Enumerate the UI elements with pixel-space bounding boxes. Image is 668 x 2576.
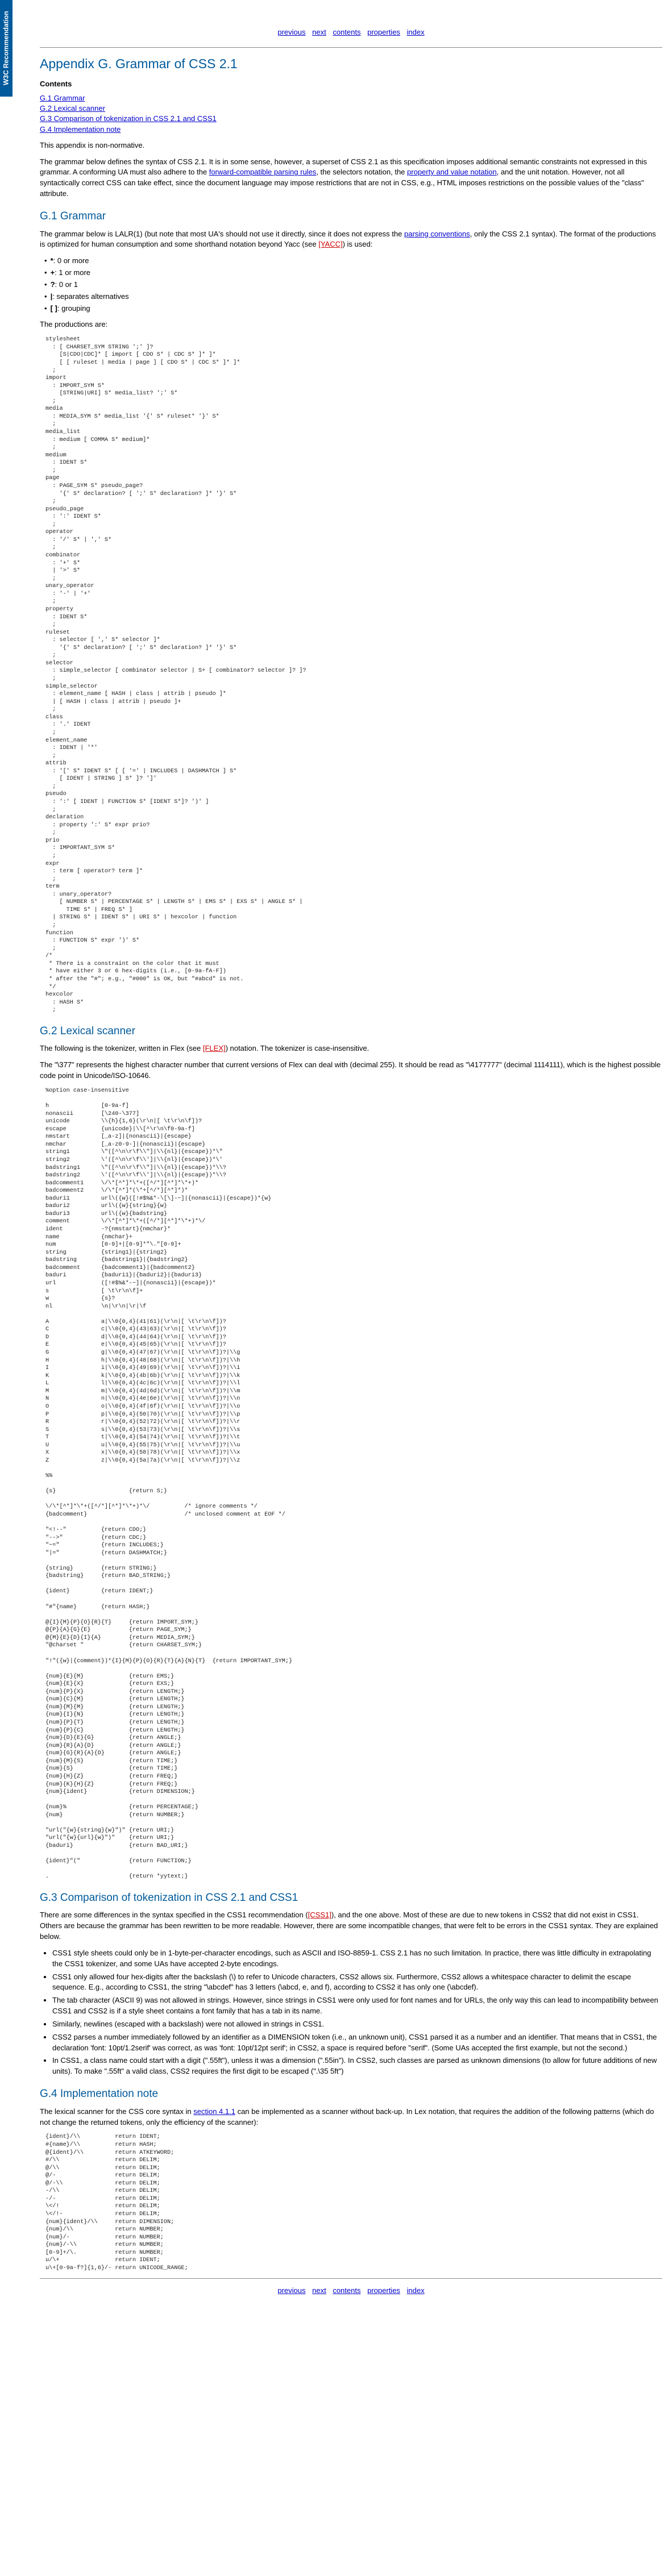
nonnormative-note: This appendix is non-normative. (40, 140, 145, 149)
list-item: • The tab character (ASCII 9) was not allowed in strings. However, since strings in CSS1 were only used for font names and for URLs, the only way this can lead to incompatibility between CSS1 and CSS2 is if a style sheet contains a font family that has a tab in its name. (52, 1995, 662, 2017)
comparison-text-2: ), and the one above. Most of these are due to new tokens in CSS2 that did not exist in CSS1. Others are because the grammar has been rewritten to be more readable. However, there are some incompatible changes, that were felt to be errors in the CSS1 syntax. They are explained below. (40, 1911, 658, 1941)
notation-symbol: * (50, 256, 53, 265)
nav-contents-link[interactable]: contents (333, 28, 361, 36)
notation-item (52, 280, 662, 290)
lexer-text-1: The following is the tokenizer, written in Flex (see (40, 1044, 203, 1053)
comparison-text-1: There are some differences in the syntax specified in the CSS1 recommendation ( (40, 1911, 308, 1920)
grammar-text-2: , only the CSS 2.1 syntax). The format of the productions is optimized for human consumption and some shorthand notation beyond Yacc (see (40, 229, 656, 249)
w3c-recommendation-badge[interactable] (0, 0, 13, 97)
flex-ref-link[interactable]: [FLEX] (202, 1044, 226, 1053)
implementation-intro (40, 2107, 662, 2128)
notation-list (40, 256, 662, 314)
grammar-heading: G.1 Grammar (40, 210, 106, 222)
top-navigation (40, 27, 662, 38)
nav-properties-link[interactable]: properties (367, 2286, 400, 2295)
impl-text-2: can be implemented as a scanner without back-up. In Lex notation, that requires the addition of the following patterns (which do not change the returned tokens, only the efficiency of the scanner): (40, 2107, 654, 2126)
grammar-text-3: ) is used: (342, 240, 373, 249)
list-item: • CSS2 parses a number immediately followed by an identifier as a DIMENSION token (i.e., an unknown unit), CSS1 parsed it as a number and an identifier. That means that in CSS1, the declaration 'font: 10pt/1.2serif' was correct, as was 'font: 10pt/12pt serif'; in CSS2, a space is required before "serif". (Some UAs accepted the first example, but not the second.) (52, 2032, 662, 2054)
comparison-intro (40, 1910, 662, 1942)
nav-next-link[interactable]: next (312, 2286, 326, 2295)
productions-intro: The productions are: (40, 320, 108, 329)
nav-previous-link[interactable]: previous (277, 28, 306, 36)
bottom-divider (40, 2278, 662, 2279)
comparison-heading: G.3 Comparison of tokenization in CSS 2.1 and CSS1 (40, 1891, 298, 1904)
nav-index-link[interactable]: index (406, 2286, 425, 2295)
grammar-text-1: The grammar below is LALR(1) (but note that most UA's should not use it directly, since it does not express the (40, 229, 404, 238)
toc-link-comparison[interactable]: G.3 Comparison of tokenization in CSS 2.1 and CSS1 (40, 114, 217, 123)
intro-text-1: The grammar below defines the syntax of CSS 2.1. It is in some sense, however, a superset of CSS 2.1 as this specification imposes additional semantic constraints not expressed in this grammar. A conforming UA must also adhere to the (40, 157, 647, 177)
notation-desc: : separates alternatives (52, 292, 129, 301)
lexer-intro (40, 1043, 662, 1054)
nav-next-link[interactable]: next (312, 28, 326, 36)
nav-previous-link[interactable]: previous (277, 2286, 306, 2295)
section-4-1-1-link[interactable]: section 4.1.1 (193, 2107, 235, 2116)
notation-desc: : 0 or more (53, 256, 89, 265)
parsing-conventions-link[interactable]: parsing conventions (404, 229, 470, 238)
list-item: • Similarly, newlines (escaped with a backslash) were not allowed in strings in CSS1. (52, 2019, 662, 2030)
notation-item (52, 292, 662, 302)
property-value-notation-link[interactable]: property and value notation (407, 168, 497, 177)
notation-symbol: | (50, 292, 53, 301)
notation-desc: : 1 or more (55, 268, 91, 277)
list-item: • CSS1 only allowed four hex-digits after the backslash (\) to refer to Unicode characters, CSS2 allows six. Furthermore, CSS2 allows a whitespace character to delimit the escape sequence. E.g., according to CSS1, the string "\abcdef" has 3 letters (\abcd, e, and f), according to CSS2 it has only one (\abcdef). (52, 1972, 662, 1994)
list-item: • CSS1 style sheets could only be in 1-byte-per-character encodings, such as ASCII and ISO-8859-1. CSS 2.1 has no such limitation. In practice, there was little difficulty in extrapolating the CSS1 tokenizer, and some UAs have accepted 2-byte encodings. (52, 1948, 662, 1970)
page-title: Appendix G. Grammar of CSS 2.1 (40, 56, 238, 71)
implementation-note-heading: G.4 Implementation note (40, 2088, 159, 2100)
list-item: • In CSS1, a class name could start with a digit (".55ft"), unless it was a dimension (".55in"). In CSS2, such classes are parsed as unknown dimensions (to allow for future additions of new units). To make ".55ft" a valid class, CSS2 requires the first digit to be escaped (".\35 5ft") (52, 2055, 662, 2077)
differences-list (40, 1948, 662, 2077)
lexical-scanner-heading: G.2 Lexical scanner (40, 1025, 135, 1037)
notation-item (52, 268, 662, 278)
notation-symbol: [ ] (50, 303, 57, 313)
forward-compatible-link[interactable]: forward-compatible parsing rules (209, 168, 317, 177)
notation-desc: : 0 or 1 (55, 280, 78, 289)
nav-properties-link[interactable]: properties (367, 28, 400, 36)
notation-item (52, 256, 662, 267)
notation-item (52, 303, 662, 314)
notation-symbol: ? (50, 280, 55, 289)
intro-text-3: , and the unit notation. However, not all syntactically correct CSS can take effect, since the document language may impose restrictions that are not in CSS, e.g., HTML imposes restrictions on the possible values of the "class" attribute. (40, 168, 644, 198)
toc-link-lexical-scanner[interactable]: G.2 Lexical scanner (40, 104, 105, 113)
lexer-code-block: %option case-insensitive h [0-9a-f] nonascii [\240-\377] unicode \\{h}{1,6}(\r\n|[ \t\r\n\f])? escape {unicode}|\\[^\r\n\f0-9a-f] nmstart [_a-z]|{nonascii}|{escape} nmchar [_a-z0-9-]|{nonascii}|{escape} string1 \"([^\n\r\f\\"]|\\{nl}|{escape})*\" string2 \'([^\n\r\f\\']|\\{nl}|{escape})*\' badstring1 \"([^\n\r\f\\"]|\\{nl}|{escape})*\\? badstring2 \'([^\n\r\f\\']|\\{nl}|{escape})*\\? badcomment1 \/\*[^*]*\*+([^/*][^*]*\*+)* badcomment2 \/\*[^*]*(\*+[^/*][^*]*)* baduri1 url\({w}([!#$%&*-\[\]-~]|{nonascii}|{escape})*{w} baduri2 url\({w}{string}{w} baduri3 url\({w}{badstring} comment \/\*[^*]*\*+([^/*][^*]*\*+)*\/ ident -?{nmstart}{nmchar}* name {nmchar}+ num [0-9]+|[0-9]*"\."[0-9]+ string {string1}|{string2} badstring {badstring1}|{badstring2} badcomment {badcomment1}|{badcomment2} baduri {baduri1}|{baduri2}|{baduri3} url ([!#$%&*-~]|{nonascii}|{escape})* s [ \t\r\n\f]+ w {s}? nl \n|\r\n|\r|\f A a|\\0{0,4}(41|61)(\r\n|[ \t\r\n\f])? C c|\\0{0,4}(43|63)(\r\n|[ \t\r\n\f])? D d|\\0{0,4}(44|64)(\r\n|[ \t\r\n\f])? E e|\\0{0,4}(45|65)(\r\n|[ \t\r\n\f])? G g|\\0{0,4}(47|67)(\r\n|[ \t\r\n\f])?|\\g H h|\\0{0,4}(48|68)(\r\n|[ \t\r\n\f])?|\\h I i|\\0{0,4}(49|69)(\r\n|[ \t\r\n\f])?|\\i K k|\\0{0,4}(4b|6b)(\r\n|[ \t\r\n\f])?|\\k L l|\\0{0,4}(4c|6c)(\r\n|[ \t\r\n\f])?|\\l M m|\\0{0,4}(4d|6d)(\r\n|[ \t\r\n\f])?|\\m N n|\\0{0,4}(4e|6e)(\r\n|[ \t\r\n\f])?|\\n O o|\\0{0,4}(4f|6f)(\r\n|[ \t\r\n\f])?|\\o P p|\\0{0,4}(50|70)(\r\n|[ \t\r\n\f])?|\\p R r|\\0{0,4}(52|72)(\r\n|[ \t\r\n\f])?|\\r S s|\\0{0,4}(53|73)(\r\n|[ \t\r\n\f])?|\\s T t|\\0{0,4}(54|74)(\r\n|[ \t\r\n\f])?|\\t U u|\\0{0,4}(55|75)(\r\n|[ \t\r\n\f])?|\\u X x|\\0{0,4}(58|78)(\r\n|[ \t\r\n\f])?|\\x Z z|\\0{0,4}(5a|7a)(\r\n|[ \t\r\n\f])?|\\z %% {s} {return S;} \/\*[^*]*\*+([^/*][^*]*\*+)*\/ /* ignore comments */ {badcomment} /* unclosed comment at EOF */ "<!--" {return CDO;} "-->" {return CDC;} "~=" {return INCLUDES;} "|=" {return DASHMATCH;} {string} {return STRING;} {badstring} {return BAD_STRING;} {ident} {return IDENT;} "#"{name} {return HASH;} @{I}{M}{P}{O}{R}{T} {return IMPORT_SYM;} @{P}{A}{G}{E} {return PAGE_SYM;} @{M}{E}{D}{I}{A} {return MEDIA_SYM;} "@charset " {return CHARSET_SYM;} "!"({w}|{comment})*{I}{M}{P}{O}{R}{T}{A}{N}{T} {return IMPORTANT_SYM;} {num}{E}{M} {return EMS;} {num}{E}{X} {return EXS;} {num}{P}{X} {return LENGTH;} {num}{C}{M} {return LENGTH;} {num}{M}{M} {return LENGTH;} {num}{I}{N} {return LENGTH;} {num}{P}{T} {return LENGTH;} {num}{P}{C} {return LENGTH;} {num}{D}{E}{G} {return ANGLE;} {num}{R}{A}{D} {return ANGLE;} {num}{G}{R}{A}{D} {return ANGLE;} {num}{M}{S} {return TIME;} {num}{S} {return TIME;} {num}{H}{Z} {return FREQ;} {num}{K}{H}{Z} {return FREQ;} {num}{ident} {return DIMENSION;} {num}% {return PERCENTAGE;} {num} {return NUMBER;} "url("{w}{string}{w}")" {return URI;} "url("{w}{url}{w}")" {return URI;} {baduri} {return BAD_URI;} {ident}"(" {return FUNCTION;} . {return *yytext;} (45, 1087, 293, 1880)
toc-link-grammar[interactable]: G.1 Grammar (40, 94, 85, 103)
grammar-code-block: stylesheet : [ CHARSET_SYM STRING ';' ]? [S|CDO|CDC]* [ import [ CDO S* | CDC S* ]* ]* [ [ ruleset | media | page ] [ CDO S* | CDC S* ]* ]* ; import : IMPORT_SYM S* [STRING|URI] S* media_list? ';' S* ; media : MEDIA_SYM S* media_list '{' S* ruleset* '}' S* ; media_list : medium [ COMMA S* medium]* ; medium : IDENT S* ; page : PAGE_SYM S* pseudo_page? '{' S* declaration? [ ';' S* declaration? ]* '}' S* ; pseudo_page : ':' IDENT S* ; operator : '/' S* | ',' S* ; combinator : '+' S* | '>' S* ; unary_operator : '-' | '+' ; property : IDENT S* ; ruleset : selector [ ',' S* selector ]* '{' S* declaration? [ ';' S* declaration? ]* '}' S* ; selector : simple_selector [ combinator selector | S+ [ combinator? selector ]? ]? ; simple_selector : element_name [ HASH | class | attrib | pseudo ]* | [ HASH | class | attrib | pseudo ]+ ; class : '.' IDENT ; element_name : IDENT | '*' ; attrib : '[' S* IDENT S* [ [ '=' | INCLUDES | DASHMATCH ] S* [ IDENT | STRING ] S* ]? ']' ; pseudo : ':' [ IDENT | FUNCTION S* [IDENT S*]? ')' ] ; declaration : property ':' S* expr prio? ; prio : IMPORTANT_SYM S* ; expr : term [ operator? term ]* ; term : unary_operator? [ NUMBER S* | PERCENTAGE S* | LENGTH S* | EMS S* | EXS S* | ANGLE S* | TIME S* | FREQ S* ] | STRING S* | IDENT S* | URI S* | hexcolor | function ; function : FUNCTION S* expr ')' S* ; /* * There is a constraint on the color that it must * have either 3 or 6 hex-digits (i.e., [0-9a-fA-F]) * after the "#"; e.g., "#000" is OK, but "#abcd" is not. */ hexcolor : HASH S* ; (45, 336, 306, 1014)
top-divider (40, 47, 662, 48)
badge-label: W3C Recommendation (2, 11, 10, 86)
toc-link-implementation-note[interactable]: G.4 Implementation note (40, 124, 121, 134)
table-of-contents (40, 93, 662, 135)
implementation-code-block: {ident}/\\ return IDENT; #{name}/\\ return HASH; @{ident}/\\ return ATKEYWORD; #/\\ return DELIM; @/\\ return DELIM; @/- return DELIM; @/-\\ return DELIM; -/\\ return DELIM; -/- return DELIM; \</! return DELIM; \</!- return DELIM; {num}{ident}/\\ return DIMENSION; {num}/\\ return NUMBER; {num}/- return NUMBER; {num}/-\\ return NUMBER; [0-9]+/\. return NUMBER; u/\+ return IDENT; u\+[0-9a-f?]{1,6}/- return UNICODE_RANGE; (45, 2134, 188, 2271)
css1-ref-link[interactable]: [CSS1] (308, 1911, 331, 1920)
lexer-text-2: ) notation. The tokenizer is case-insensitive. (225, 1044, 370, 1053)
notation-symbol: + (50, 268, 55, 277)
nav-index-link[interactable]: index (406, 28, 425, 36)
page-content (40, 0, 662, 2296)
yacc-ref-link[interactable]: [YACC] (318, 240, 343, 249)
notation-desc: : grouping (57, 303, 90, 313)
nav-contents-link[interactable]: contents (333, 2286, 361, 2295)
intro-text-2: , the selectors notation, the (316, 168, 408, 177)
grammar-intro (40, 229, 662, 251)
intro-paragraph (40, 157, 662, 199)
lexer-note: The "\377" represents the highest character number that current versions of Flex can deal with (decimal 255). It should be read as "\4177777" (decimal 1114111), which is the highest possible code point in Unicode/ISO-10646. (40, 1060, 661, 1080)
contents-heading: Contents (40, 80, 72, 89)
impl-text-1: The lexical scanner for the CSS core syntax in (40, 2107, 194, 2116)
bottom-navigation (40, 2286, 662, 2296)
